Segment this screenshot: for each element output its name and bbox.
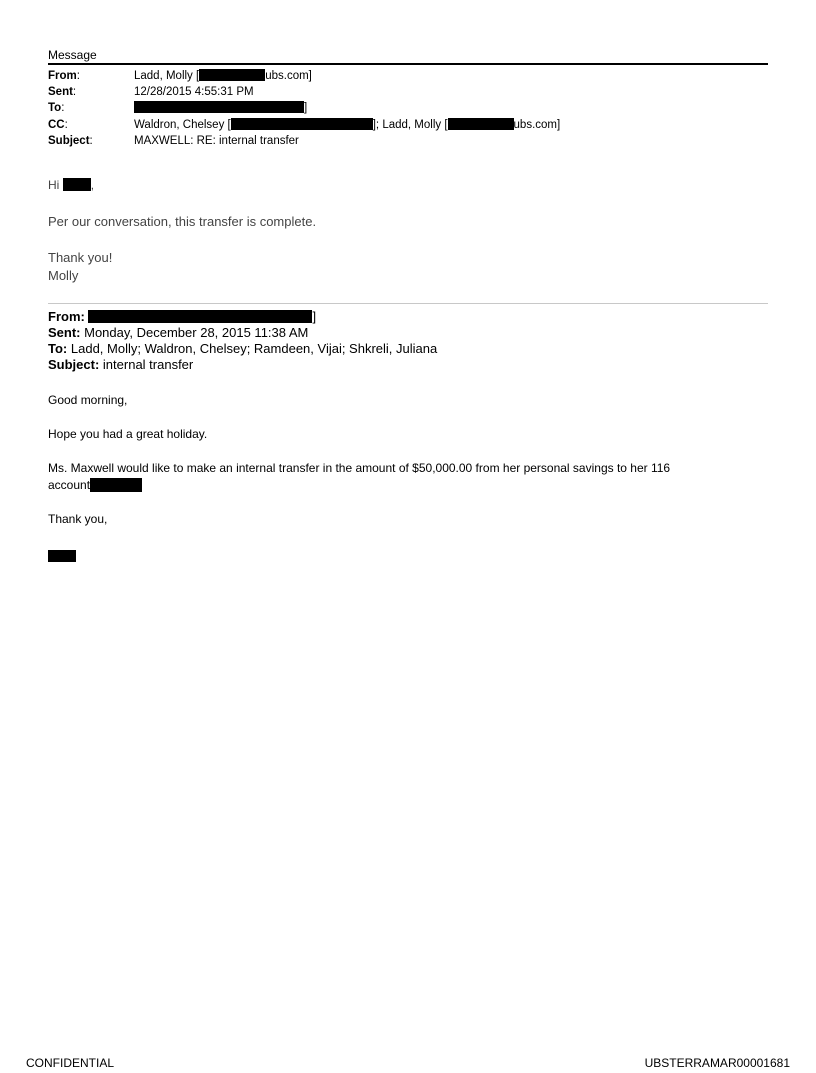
original-line: Hope you had a great holiday.: [48, 427, 208, 441]
reply-thanks: Thank you!: [48, 250, 113, 265]
message-label: Message: [48, 48, 97, 62]
redaction-box: [48, 550, 76, 562]
fwd-subject-label: Subject:: [48, 357, 100, 372]
header-subject-value: MAXWELL: RE: internal transfer: [134, 135, 299, 147]
quote-separator: [48, 303, 768, 304]
original-paragraph-line: Ms. Maxwell would like to make an internal transfer in the amount of $50,000.00 from her personal savings to her 116: [48, 461, 671, 475]
original-paragraph-line: account: [48, 477, 748, 494]
header-to-value: ]: [134, 100, 307, 116]
redaction-box: [231, 118, 373, 130]
redaction-box: [63, 178, 91, 191]
fwd-subject-row: [48, 357, 193, 373]
footer-bates-number: UBSTERRAMAR00001681: [644, 1056, 790, 1070]
header-divider: [48, 63, 768, 65]
reply-line: Per our conversation, this transfer is complete.: [48, 214, 317, 229]
header-cc-value: Waldron, Chelsey [ ]; Ladd, Molly [ ubs.com]: [134, 119, 561, 131]
original-paragraph: [48, 460, 748, 494]
fwd-subject-value: internal transfer: [102, 357, 194, 372]
header-sent-value: 12/28/2015 4:55:31 PM: [134, 86, 254, 98]
footer-confidential: CONFIDENTIAL: [26, 1056, 115, 1070]
fwd-sent-value: Monday, December 28, 2015 11:38 AM: [84, 325, 309, 340]
header-sent-label: Sent:: [48, 86, 77, 98]
header-cc-label: CC:: [48, 119, 68, 131]
fwd-to-row: [48, 341, 437, 357]
redaction-box: [199, 69, 265, 81]
header-from-value: Ladd, Molly [ ubs.com]: [134, 70, 312, 82]
reply-signature: Molly: [48, 268, 79, 283]
header-from-label: From:: [48, 70, 80, 82]
redaction-box: [90, 478, 142, 492]
fwd-to-label: To:: [48, 341, 68, 356]
fwd-from-row: From: ]: [48, 309, 317, 324]
header-to-label: To:: [48, 102, 65, 114]
header-subject-label: Subject:: [48, 135, 93, 147]
redaction-box: [134, 101, 304, 113]
fwd-sent-row: [48, 325, 308, 341]
original-closing: Thank you,: [48, 512, 108, 526]
fwd-from-label: From:: [48, 309, 85, 324]
reply-greeting: Hi ,: [48, 178, 95, 192]
fwd-to-value: Ladd, Molly; Waldron, Chelsey; Ramdeen, Vijai; Shkreli, Juliana: [70, 341, 438, 356]
fwd-sent-label: Sent:: [48, 325, 81, 340]
redaction-box: [88, 310, 312, 323]
original-greeting: Good morning,: [48, 393, 128, 407]
original-signature: [48, 548, 748, 565]
redaction-box: [448, 118, 514, 130]
